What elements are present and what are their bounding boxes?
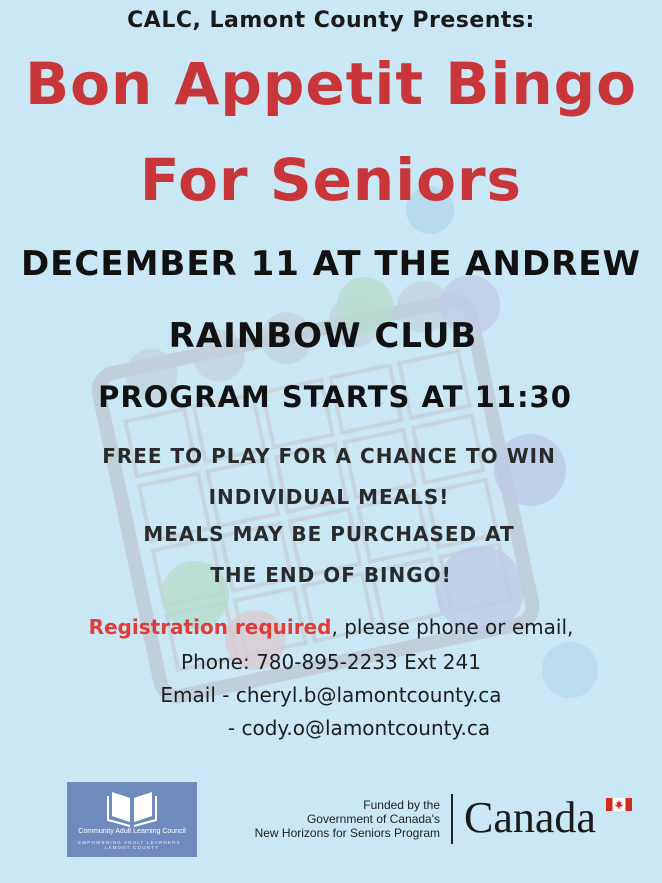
logo-organization-name: Community Adult Learning Council xyxy=(78,828,186,835)
phone-contact: Phone: 780-895-2233 Ext 241 xyxy=(181,650,481,674)
title-line-2: For Seniors xyxy=(139,146,523,214)
email-contact-2: - cody.o@lamontcounty.ca xyxy=(227,716,491,740)
registration-required: Registration required xyxy=(88,615,332,639)
details-line-1: FREE TO PLAY FOR A CHANCE TO WIN xyxy=(102,444,556,468)
canada-wordmark: Canada xyxy=(464,793,596,842)
footer-divider xyxy=(451,794,453,844)
registration-line xyxy=(0,615,662,639)
maple-leaf-flag-icon xyxy=(606,798,632,811)
event-date-location: DECEMBER 11 AT THE ANDREW xyxy=(20,244,642,284)
details-line-3: MEALS MAY BE PURCHASED AT xyxy=(143,522,515,546)
email-contact-1: Email - cheryl.b@lamontcounty.ca xyxy=(160,683,502,707)
funding-acknowledgement xyxy=(222,798,440,840)
registration-instructions: , please phone or email, xyxy=(331,615,574,639)
funded-line-3: New Horizons for Seniors Program xyxy=(254,826,440,840)
funded-line-2: Government of Canada's xyxy=(306,812,440,826)
logo-tagline: EMPOWERING ADULT LEARNERS · LAMONT COUNTY xyxy=(78,840,186,850)
calc-logo xyxy=(67,782,197,857)
open-book-icon xyxy=(67,782,197,828)
event-start-time: PROGRAM STARTS AT 11:30 xyxy=(98,380,572,414)
funded-line-1: Funded by the xyxy=(363,798,440,812)
details-line-2: INDIVIDUAL MEALS! xyxy=(208,485,450,509)
details-line-4: THE END OF BINGO! xyxy=(210,563,452,587)
event-venue: RAINBOW CLUB xyxy=(168,316,478,356)
title-line-1: Bon Appetit Bingo xyxy=(24,50,638,118)
presenter-line: CALC, Lamont County Presents: xyxy=(127,8,535,33)
